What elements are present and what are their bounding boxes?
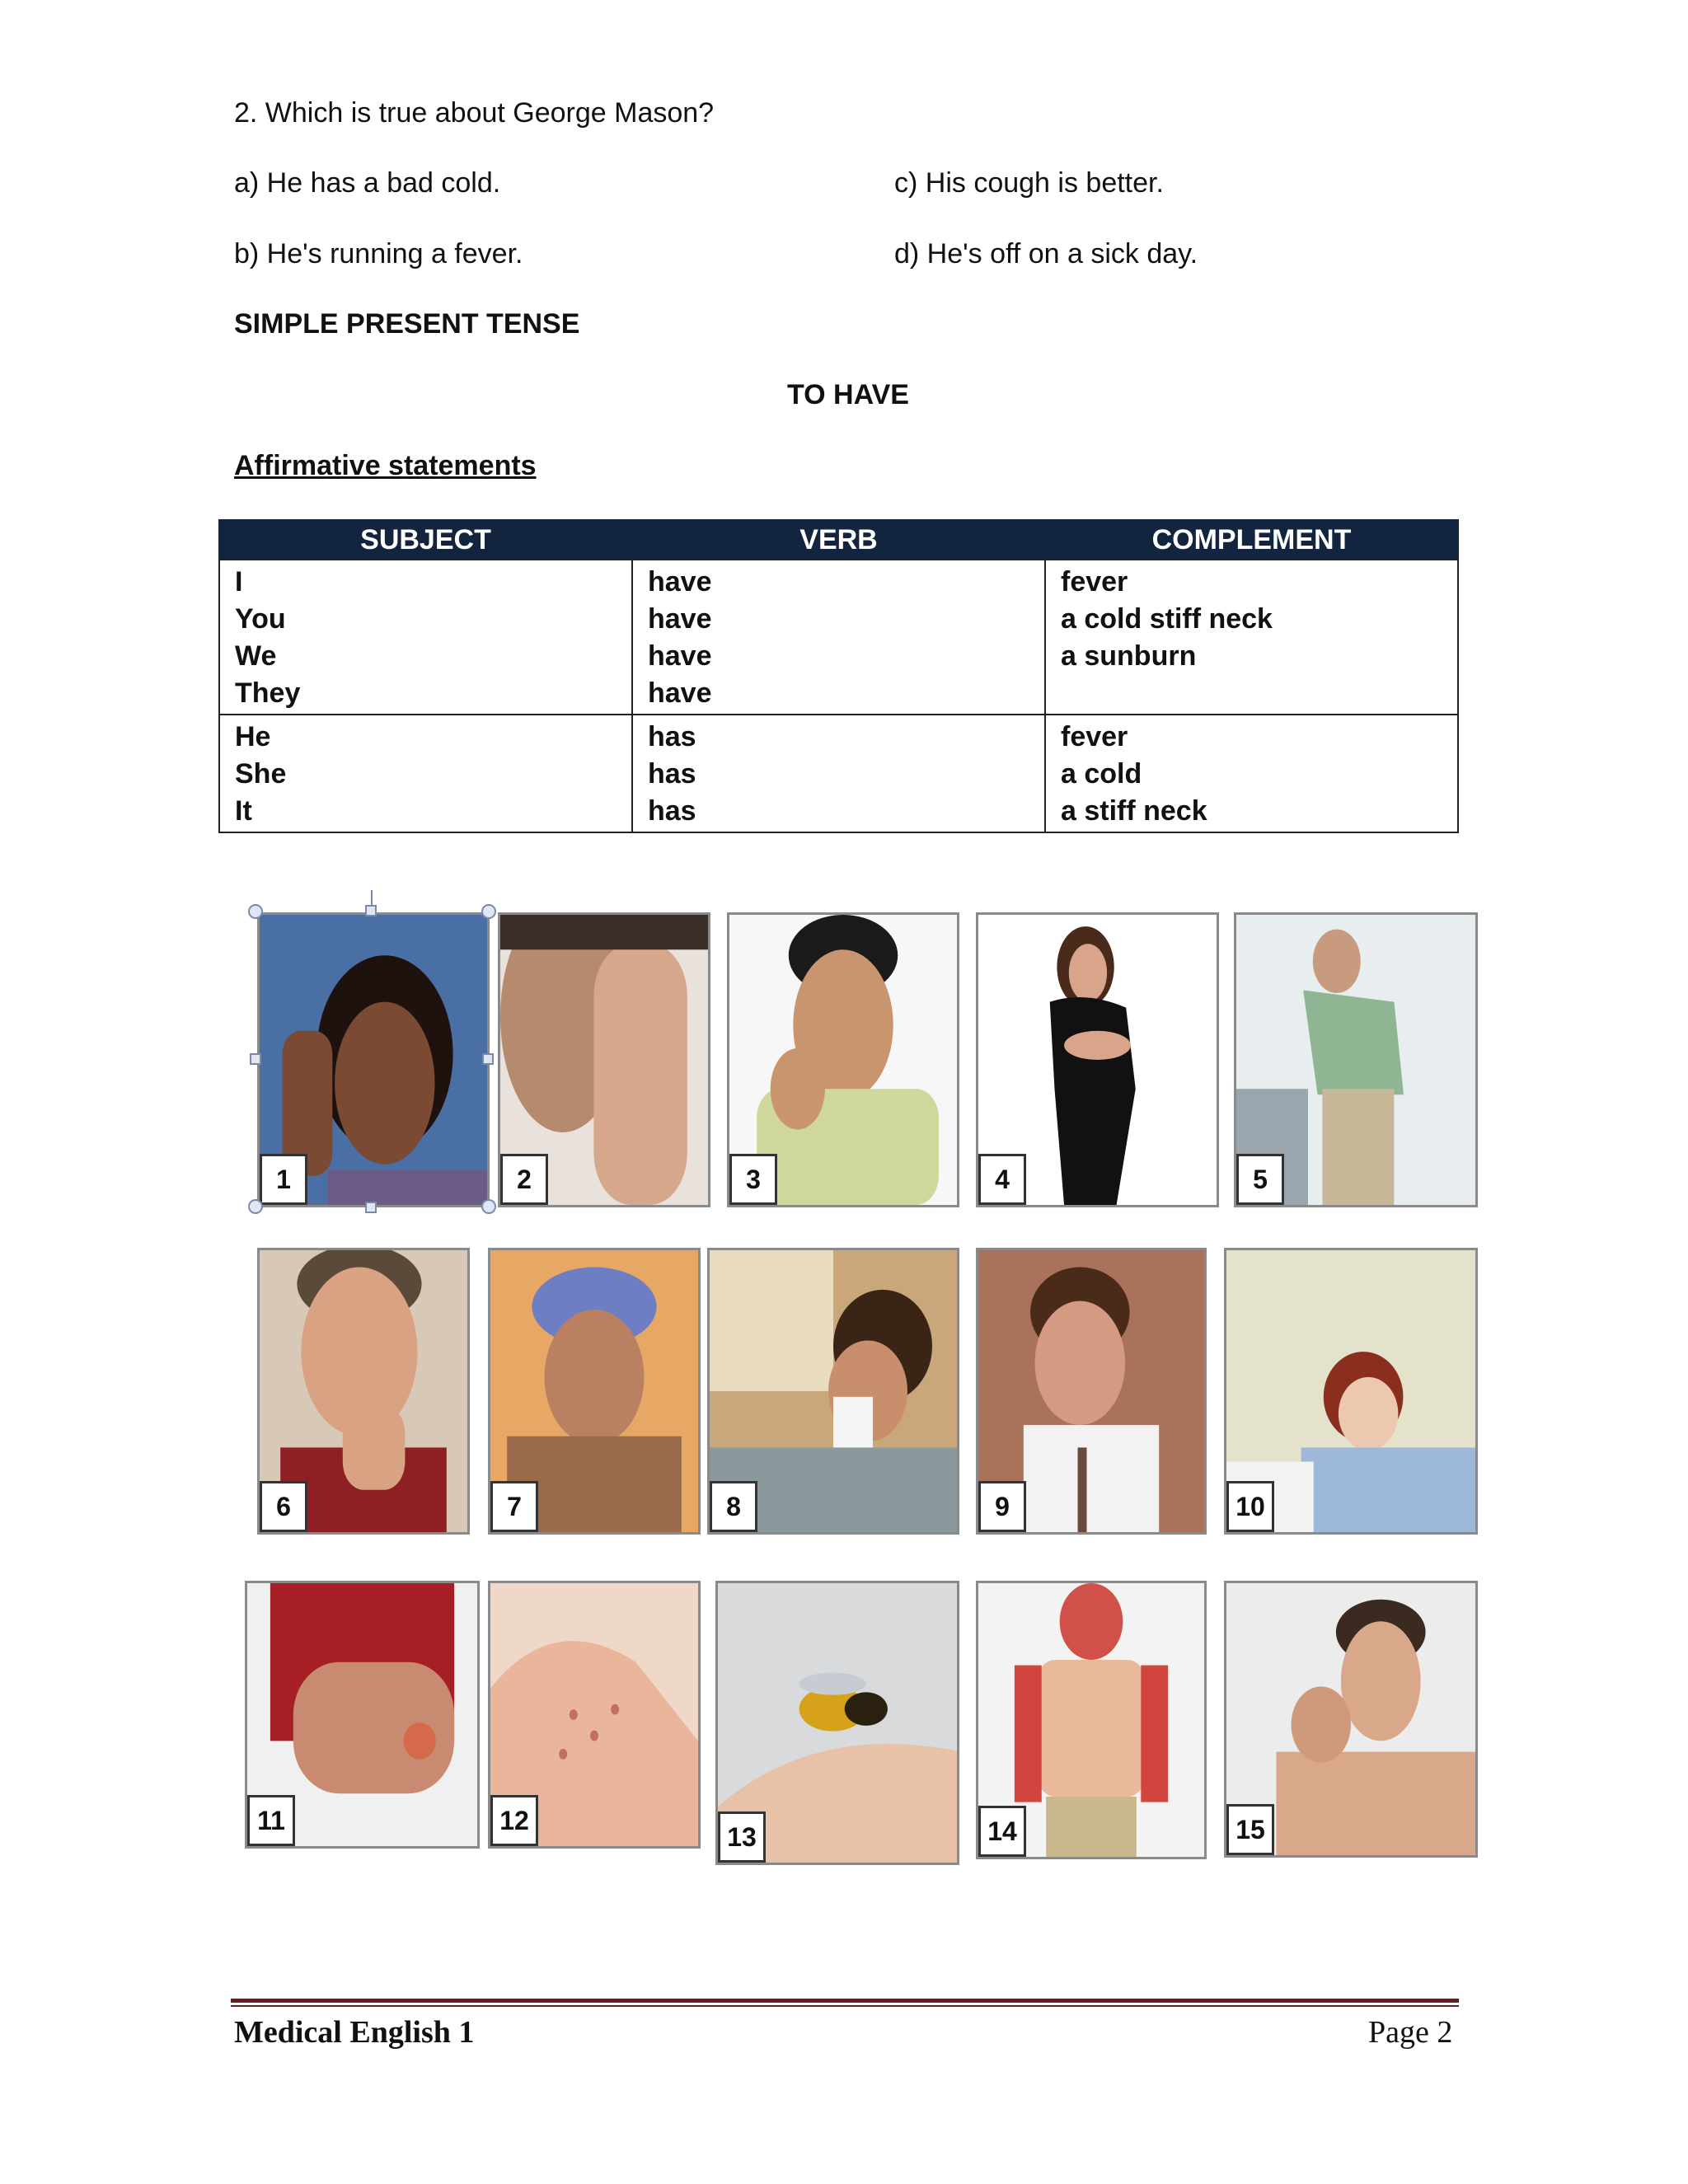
- subject: He: [235, 721, 271, 752]
- rotate-handle-stem: [371, 890, 373, 907]
- subject: It: [235, 795, 252, 827]
- fever-boy-ice-bag-photo[interactable]: [488, 1248, 701, 1535]
- subject-cell: [219, 715, 632, 832]
- insect-bite-wasp-photo[interactable]: [715, 1581, 959, 1865]
- option-c: c) His cough is better.: [894, 167, 1164, 199]
- verb: have: [648, 677, 712, 709]
- verb: have: [648, 603, 712, 635]
- subject: She: [235, 758, 287, 790]
- headache-woman-photo[interactable]: [257, 912, 490, 1207]
- verb-cell: [632, 560, 1045, 715]
- photo-number: 14: [978, 1806, 1026, 1857]
- bruise-arm-photo[interactable]: [245, 1581, 480, 1849]
- resize-handle[interactable]: [248, 1199, 263, 1214]
- complement: a cold: [1061, 758, 1142, 790]
- footer-course-title: Medical English 1: [234, 2015, 475, 2050]
- verb-cell: [632, 715, 1045, 832]
- resize-handle[interactable]: [250, 1053, 261, 1065]
- table-row: [219, 560, 1458, 715]
- photo-number: 10: [1226, 1481, 1274, 1532]
- photo-number: 12: [490, 1795, 538, 1846]
- photo-number: 9: [978, 1481, 1026, 1532]
- complement: fever: [1061, 721, 1128, 752]
- option-d: d) He's off on a sick day.: [894, 238, 1198, 269]
- page-number: Page 2: [1368, 2015, 1453, 2050]
- footer-rule: [231, 1999, 1459, 2003]
- photo-number: 6: [260, 1481, 307, 1532]
- photo-number: 5: [1236, 1154, 1284, 1205]
- table-header-row: [219, 520, 1458, 560]
- toothache-man-photo[interactable]: [727, 912, 959, 1207]
- verb: have: [648, 566, 712, 598]
- resize-handle[interactable]: [248, 904, 263, 919]
- complement-cell: [1045, 715, 1458, 832]
- header-complement: COMPLEMENT: [1045, 520, 1458, 560]
- section-title: SIMPLE PRESENT TENSE: [234, 308, 580, 340]
- photo-number: 7: [490, 1481, 538, 1532]
- resize-handle[interactable]: [481, 904, 496, 919]
- photo-number: 2: [500, 1154, 548, 1205]
- photo-number: 13: [718, 1811, 766, 1863]
- photo-number: 11: [247, 1795, 295, 1846]
- option-a: a) He has a bad cold.: [234, 167, 501, 199]
- subject-cell: [219, 560, 632, 715]
- subject: They: [235, 677, 301, 709]
- subject: I: [235, 566, 243, 598]
- verb: has: [648, 721, 696, 752]
- resize-handle[interactable]: [481, 1199, 496, 1214]
- rash-skin-photo[interactable]: [488, 1581, 701, 1849]
- photo-number: 3: [729, 1154, 777, 1205]
- earache-man-photo[interactable]: [498, 912, 710, 1207]
- grammar-table: [218, 519, 1459, 833]
- photo-number: 4: [978, 1154, 1026, 1205]
- cough-boy-photo[interactable]: [976, 1248, 1207, 1535]
- table-row: [219, 715, 1458, 832]
- complement-cell: [1045, 560, 1458, 715]
- sore-throat-man-photo[interactable]: [257, 1248, 470, 1535]
- verb: has: [648, 758, 696, 790]
- stiff-neck-man-photo[interactable]: [1224, 1581, 1478, 1858]
- sick-girl-bed-photo[interactable]: [1224, 1248, 1478, 1535]
- subject: We: [235, 640, 277, 672]
- resize-handle[interactable]: [365, 905, 377, 916]
- complement: a stiff neck: [1061, 795, 1207, 827]
- backache-man-photo[interactable]: [1234, 912, 1478, 1207]
- subheading: Affirmative statements: [234, 450, 537, 481]
- sunburn-boy-photo[interactable]: [976, 1581, 1207, 1859]
- resize-handle[interactable]: [482, 1053, 494, 1065]
- stomachache-woman-photo[interactable]: [976, 912, 1219, 1207]
- photo-number: 1: [260, 1154, 307, 1205]
- header-subject: SUBJECT: [219, 520, 632, 560]
- complement: fever: [1061, 566, 1128, 598]
- complement: a sunburn: [1061, 640, 1197, 672]
- cold-woman-tissue-photo[interactable]: [707, 1248, 959, 1535]
- subject: You: [235, 603, 286, 635]
- option-b: b) He's running a fever.: [234, 238, 523, 269]
- photo-number: 8: [710, 1481, 757, 1532]
- photo-number: 15: [1226, 1804, 1274, 1855]
- header-verb: VERB: [632, 520, 1045, 560]
- verb: has: [648, 795, 696, 827]
- subtitle: TO HAVE: [787, 379, 909, 410]
- question-text: 2. Which is true about George Mason?: [234, 97, 715, 129]
- verb: have: [648, 640, 712, 672]
- resize-handle[interactable]: [365, 1202, 377, 1213]
- complement: a cold stiff neck: [1061, 603, 1273, 635]
- footer-rule-thin: [231, 2005, 1459, 2007]
